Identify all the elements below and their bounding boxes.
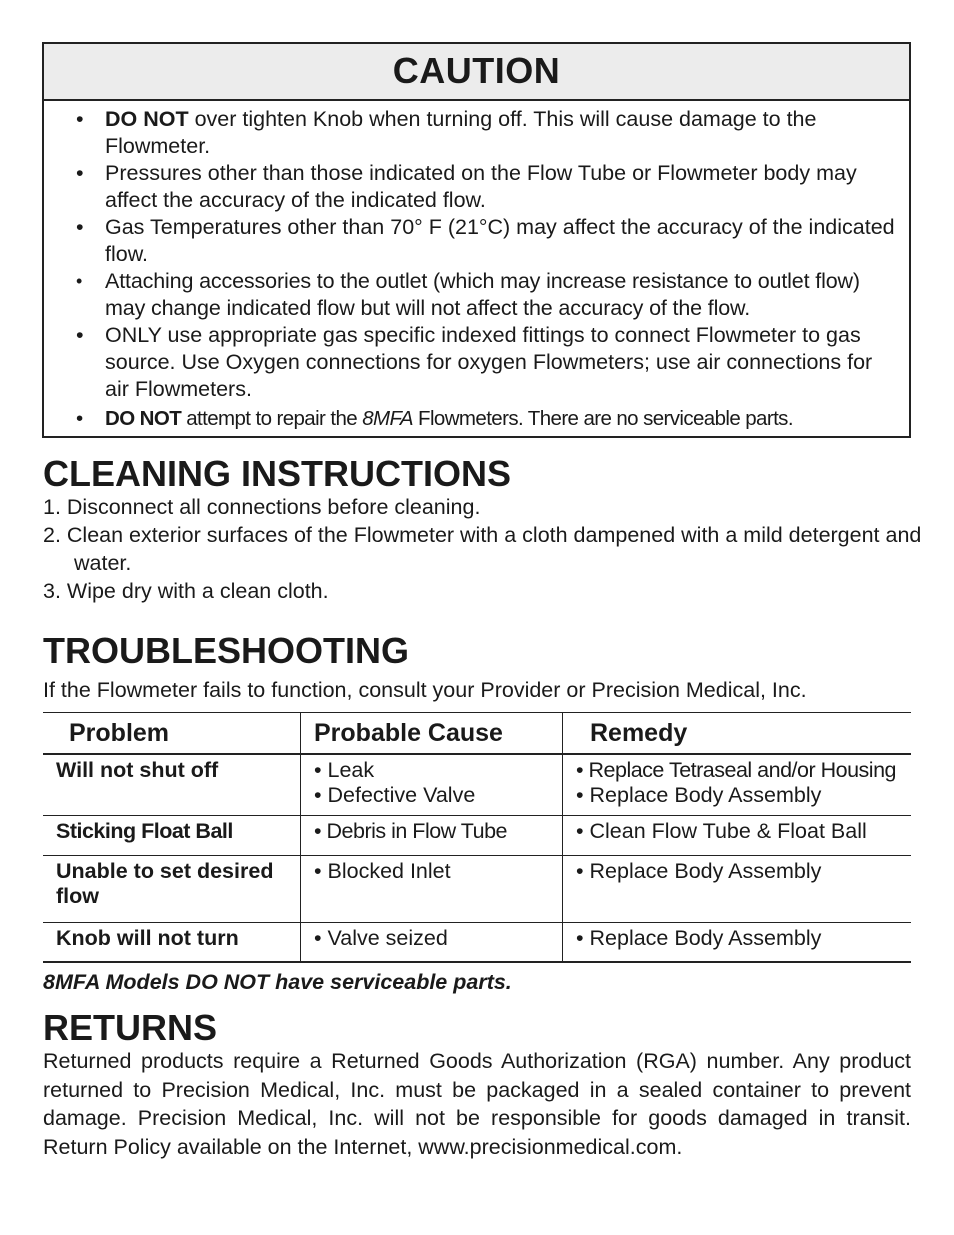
- problem-cell: Will not shut off: [43, 754, 301, 815]
- cleaning-step: 3. Wipe dry with a clean cloth.: [43, 579, 329, 603]
- troubleshooting-title: TROUBLESHOOTING: [43, 630, 409, 671]
- remedy-cell: • Replace Tetraseal and/or Housing • Replace Body Assembly: [563, 754, 912, 815]
- caution-item: • DO NOT attempt to repair the 8MFA Flowmeters. There are no serviceable parts.: [76, 407, 793, 430]
- bullet-icon: •: [76, 215, 84, 239]
- troubleshooting-intro: If the Flowmeter fails to function, consult your Provider or Precision Medical, Inc.: [43, 678, 807, 702]
- caution-item: • Pressures other than those indicated on the Flow Tube or Flowmeter body may affect the accuracy of the indicated flow.: [76, 161, 857, 212]
- bullet-icon: •: [76, 271, 83, 291]
- cause-cell: • Debris in Flow Tube: [301, 815, 563, 855]
- problem-cell: Knob will not turn: [43, 922, 301, 962]
- caution-item: • ONLY use appropriate gas specific indexed fittings to connect Flowmeter to gas source. Use Oxygen connections for oxygen Flowmeters; use air connections for air Flowmeters.: [76, 323, 873, 401]
- header-problem: Problem: [43, 713, 301, 755]
- returns-title: RETURNS: [43, 1007, 218, 1048]
- header-cause: Probable Cause: [301, 713, 563, 755]
- header-remedy: Remedy: [563, 713, 912, 755]
- cleaning-step: 2. Clean exterior surfaces of the Flowmeter with a cloth dampened with a mild detergent and water.: [43, 523, 922, 575]
- cleaning-step: 1. Disconnect all connections before cleaning.: [43, 495, 481, 519]
- table-row: [43, 922, 911, 962]
- cleaning-title: CLEANING INSTRUCTIONS: [43, 453, 511, 494]
- bullet-icon: •: [76, 407, 83, 430]
- caution-item: • DO NOT over tighten Knob when turning off. This will cause damage to the Flowmeter.: [76, 107, 817, 158]
- caution-item: • Gas Temperatures other than 70° F (21°C) may affect the accuracy of the indicated flow.: [76, 215, 895, 266]
- caution-list: [44, 101, 909, 432]
- table-row: [43, 754, 911, 815]
- remedy-cell: • Replace Body Assembly: [563, 922, 912, 962]
- table-row: [43, 815, 911, 855]
- bullet-icon: •: [76, 323, 84, 347]
- remedy-cell: • Replace Body Assembly: [563, 855, 912, 922]
- table-row: [43, 855, 911, 922]
- serviceable-note: 8MFA Models DO NOT have serviceable parts.: [43, 970, 512, 994]
- returns-text: Returned products require a Returned Goods Authorization (RGA) number. Any product returned to Precision Medical, Inc. must be packaged in a sealed container to prevent damage. Precision Medical, Inc. will not be responsible for goods damaged in transit. Return Policy available on the Internet, www.precisionmedical.com.: [43, 1049, 911, 1159]
- bullet-icon: •: [76, 107, 84, 131]
- caution-box: [42, 42, 911, 438]
- remedy-cell: • Clean Flow Tube & Float Ball: [563, 815, 912, 855]
- table-header-row: [43, 713, 911, 755]
- cause-cell: • Blocked Inlet: [301, 855, 563, 922]
- problem-cell: Unable to set desired flow: [43, 855, 301, 922]
- problem-cell: Sticking Float Ball: [43, 815, 301, 855]
- cause-cell: • Valve seized: [301, 922, 563, 962]
- bullet-icon: •: [76, 161, 84, 185]
- caution-item: • Attaching accessories to the outlet (which may increase resistance to outlet flow) may change indicated flow but will not affect the accuracy of the flow.: [76, 269, 860, 320]
- cause-cell: • Leak • Defective Valve: [301, 754, 563, 815]
- cleaning-steps: [43, 493, 923, 605]
- troubleshooting-table: [43, 712, 911, 963]
- caution-title: CAUTION: [44, 44, 909, 101]
